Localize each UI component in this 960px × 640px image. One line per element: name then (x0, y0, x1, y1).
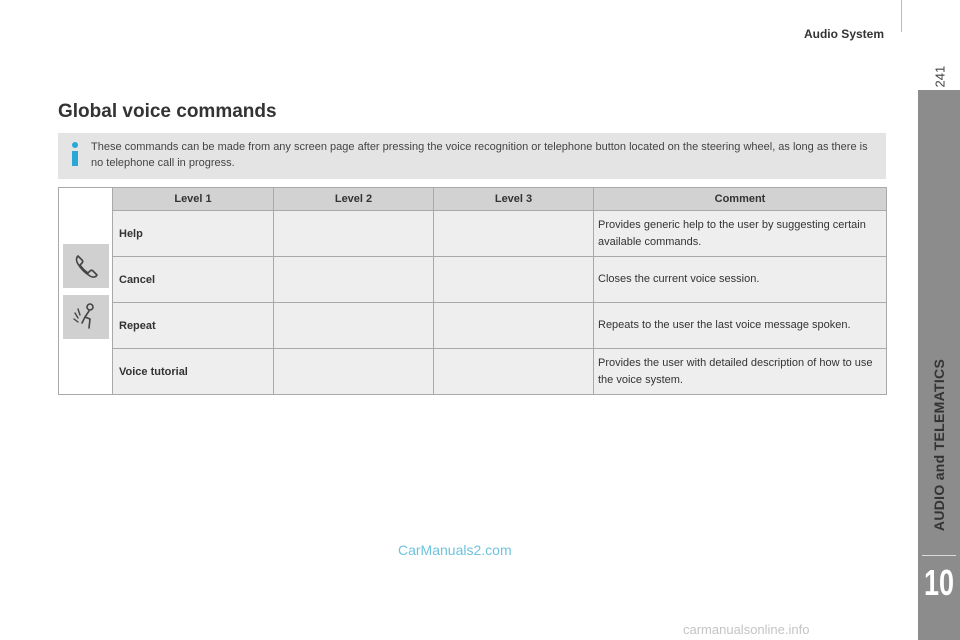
command-level-2 (274, 349, 434, 395)
command-level-3 (434, 211, 594, 257)
table-row (59, 349, 887, 395)
chapter-side-label: AUDIO and TELEMATICS (931, 358, 947, 532)
table-row (59, 211, 887, 257)
info-text: These commands can be made from any screen page after pressing the voice recognition or telephone button located on the steering wheel, as long as there is no telephone call in progress. (91, 141, 868, 169)
chapter-number: 10 (923, 562, 955, 603)
header-level-3: Level 3 (434, 188, 594, 211)
telephone-icon (63, 244, 109, 288)
site-watermark: CarManuals2.com (398, 542, 512, 558)
voice-commands-table (58, 187, 887, 395)
command-level-2 (274, 211, 434, 257)
header-comment: Comment (594, 188, 887, 211)
command-comment: Repeats to the user the last voice message spoken. (594, 303, 887, 349)
command-comment: Provides generic help to the user by suggesting certain available commands. (594, 211, 887, 257)
command-level-3 (434, 349, 594, 395)
command-comment: Closes the current voice session. (594, 257, 887, 303)
info-icon (69, 142, 81, 166)
header-level-2: Level 2 (274, 188, 434, 211)
command-level-1: Cancel (113, 257, 274, 303)
footer-watermark: carmanualsonline.info (683, 622, 810, 637)
voice-command-icon (63, 295, 109, 339)
command-level-3 (434, 257, 594, 303)
table-row (59, 303, 887, 349)
command-level-1: Repeat (113, 303, 274, 349)
side-tab-divider (922, 555, 956, 556)
command-level-2 (274, 303, 434, 349)
info-box (58, 133, 886, 179)
top-rule (901, 0, 902, 32)
table-header-row (59, 188, 887, 211)
command-level-2 (274, 257, 434, 303)
command-level-1: Help (113, 211, 274, 257)
header-level-1: Level 1 (113, 188, 274, 211)
command-level-1: Voice tutorial (113, 349, 274, 395)
table-row (59, 257, 887, 303)
table-icon-column (59, 188, 113, 395)
page-title: Global voice commands (58, 101, 277, 122)
header-section-name: Audio System (803, 27, 884, 41)
page-number: 241 (932, 65, 948, 88)
command-level-3 (434, 303, 594, 349)
command-comment: Provides the user with detailed description of how to use the voice system. (594, 349, 887, 395)
